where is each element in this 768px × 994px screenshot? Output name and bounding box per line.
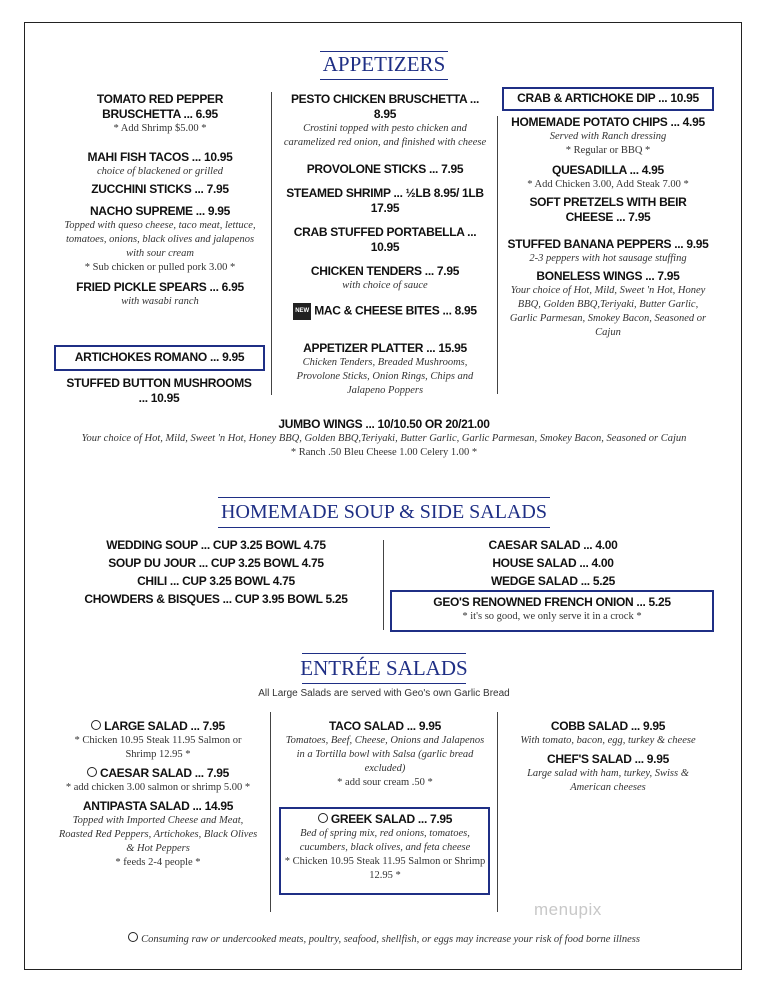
menu-item-description: Topped with Imported Cheese and Meat, Roasted Red Peppers, Artichokes, Black Olives & Hot Peppers <box>58 815 258 854</box>
menu-item-name: FRIED PICKLE SPEARS ... 6.95 <box>76 280 244 294</box>
entree-subtitle: All Large Salads are served with Geo's own Garlic Bread <box>258 688 510 699</box>
menu-item-name: MAHI FISH TACOS ... 10.95 <box>87 150 233 164</box>
column-divider <box>271 92 272 395</box>
menu-item-note: * Add Chicken 3.00, Add Steak 7.00 * <box>527 179 689 190</box>
menu-item-description: With tomato, bacon, egg, turkey & cheese <box>520 735 696 746</box>
menu-item-name: APPETIZER PLATTER ... 15.95 <box>303 341 467 355</box>
heading-rule <box>320 51 448 52</box>
appetizers-left-column <box>60 92 260 309</box>
footer-warning <box>60 932 708 947</box>
soups-right-column <box>400 538 706 589</box>
jumbo-wings-block <box>60 417 708 460</box>
appetizers-middle-column <box>283 92 487 398</box>
menu-item-name: CAESAR SALAD ... 4.00 <box>488 538 618 552</box>
menu-item-note: * Add Shrimp $5.00 * <box>113 123 207 134</box>
menu-item-description: with wasabi ranch <box>121 296 199 307</box>
menu-item-name: WEDDING SOUP ... CUP 3.25 BOWL 4.75 <box>106 538 326 552</box>
menu-item-name: CHEF'S SALAD ... 9.95 <box>547 752 669 766</box>
footer-warning-text: Consuming raw or undercooked meats, poultry, seafood, shellfish, or eggs may increase your risk of food borne illness <box>141 934 640 945</box>
menu-item-name: WEDGE SALAD ... 5.25 <box>490 574 616 588</box>
menu-item-name: CHILI ... CUP 3.25 BOWL 4.75 <box>137 574 295 588</box>
menu-item-name: BONELESS WINGS ... 7.95 <box>536 269 680 283</box>
menu-item-note: * it's so good, we only serve it in a crock * <box>462 611 642 622</box>
menu-item-name: ANTIPASTA SALAD ... 14.95 <box>82 799 234 813</box>
menu-item-note: * Chicken 10.95 Steak 11.95 Salmon or Shrimp 12.95 * <box>284 856 486 881</box>
menu-item-name-text: GREEK SALAD ... 7.95 <box>330 812 453 826</box>
appetizers-right-column <box>505 115 711 340</box>
menu-item-name: STEAMED SHRIMP ... ½LB 8.95/ 1LB 17.95 <box>286 186 484 215</box>
menu-item-name: QUESADILLA ... 4.95 <box>552 163 664 177</box>
menu-item-name: CHICKEN TENDERS ... 7.95 <box>310 264 460 278</box>
menu-item-name: GEO'S RENOWNED FRENCH ONION ... 5.25 <box>433 595 671 609</box>
menu-item-note: * Chicken 10.95 Steak 11.95 Salmon or Shrimp 12.95 * <box>74 735 242 760</box>
column-divider <box>383 540 384 630</box>
menu-item-description: choice of blackened or grilled <box>97 166 223 177</box>
circle-icon <box>318 813 328 823</box>
menu-item-note: * Ranch .50 Bleu Cheese 1.00 Celery 1.00 * <box>290 447 478 458</box>
menu-item-description: Served with Ranch dressing <box>549 131 667 142</box>
appetizers-heading: APPETIZERS <box>322 52 446 76</box>
menu-item-description: Your choice of Hot, Mild, Sweet 'n Hot, Honey BBQ, Golden BBQ,Teriyaki, Butter Garlic, Garlic Parmesan, Smokey Bacon, Seasoned or Cajun <box>509 285 707 338</box>
entree-heading: ENTRÉE SALADS <box>300 656 468 680</box>
menu-item-name: HOMEMADE POTATO CHIPS ... 4.95 <box>511 115 705 129</box>
menu-item-name: ZUCCHINI STICKS ... 7.95 <box>91 182 229 196</box>
soups-left-column <box>64 538 368 607</box>
column-divider <box>497 116 498 394</box>
column-divider <box>497 712 498 912</box>
new-badge: NEW <box>293 303 311 320</box>
watermark: menupix <box>534 900 602 919</box>
menu-item-name: STUFFED BANANA PEPPERS ... 9.95 <box>507 237 709 251</box>
menu-item-description: Chicken Tenders, Breaded Mushrooms, Provolone Sticks, Onion Rings, Chips and Jalapeno Poppers <box>296 357 474 396</box>
menu-item-name: JUMBO WINGS ... 10/10.50 OR 20/21.00 <box>278 417 490 431</box>
heading-rule <box>218 527 550 528</box>
soups-heading: HOMEMADE SOUP & SIDE SALADS <box>221 501 547 523</box>
greek-salad-block <box>283 812 487 883</box>
menu-item-description: Large salad with ham, turkey, Swiss & American cheeses <box>527 768 689 793</box>
heading-rule <box>320 79 448 80</box>
menu-item-name <box>58 719 258 734</box>
menu-item-name-text: MAC & CHEESE BITES ... 8.95 <box>314 303 477 318</box>
circle-icon <box>91 720 101 730</box>
menu-item-description: Tomatoes, Beef, Cheese, Onions and Jalapenos in a Tortilla bowl with Salsa (garlic bread excluded) <box>285 735 485 774</box>
menu-item-name <box>283 303 487 320</box>
menu-item-note: * add chicken 3.00 salmon or shrimp 5.00 * <box>65 782 251 793</box>
menu-item-description: Crostini topped with pesto chicken and caramelized red onion, and finished with cheese <box>283 123 487 148</box>
heading-rule <box>218 497 550 498</box>
menu-item-name-text: LARGE SALAD ... 7.95 <box>104 719 225 733</box>
entree-middle-column <box>283 719 487 790</box>
heading-rule <box>302 653 466 654</box>
circle-icon <box>128 932 138 942</box>
menu-item-description: Bed of spring mix, red onions, tomatoes, cucumbers, black olives, and feta cheese <box>299 828 471 853</box>
menu-item-description: Topped with queso cheese, taco meat, lettuce, tomatoes, onions, black olives and jalapenos with sour cream <box>64 220 256 259</box>
entree-left-column <box>58 719 258 870</box>
french-onion-block <box>390 595 714 624</box>
menu-item-name: CRAB STUFFED PORTABELLA ... 10.95 <box>293 225 477 254</box>
menu-item-name: SOFT PRETZELS WITH BEIR CHEESE ... 7.95 <box>529 195 687 224</box>
circle-icon <box>87 767 97 777</box>
menu-item-description: 2-3 peppers with hot sausage stuffing <box>529 253 687 264</box>
menu-item-name: COBB SALAD ... 9.95 <box>550 719 666 733</box>
menu-item-name <box>283 812 487 827</box>
menu-item-name: SOUP DU JOUR ... CUP 3.25 BOWL 4.75 <box>108 556 324 570</box>
menu-item-name: NACHO SUPREME ... 9.95 <box>89 204 231 218</box>
menu-item-description: Your choice of Hot, Mild, Sweet 'n Hot, Honey BBQ, Golden BBQ,Teriyaki, Butter Garlic, Garlic Parmesan, Smokey Bacon, Seasoned or Cajun <box>81 433 687 444</box>
menu-item-note: * feeds 2-4 people * <box>115 857 201 868</box>
heading-rule <box>302 683 466 684</box>
menu-item-note: * Regular or BBQ * <box>565 145 651 156</box>
menu-item-name: PROVOLONE STICKS ... 7.95 <box>306 162 464 176</box>
menu-item-description: with choice of sauce <box>342 280 428 291</box>
menu-item-name: STUFFED BUTTON MUSHROOMS ... 10.95 <box>66 376 252 405</box>
menu-item-name: TACO SALAD ... 9.95 <box>328 719 442 733</box>
menu-item-name: CRAB & ARTICHOKE DIP ... 10.95 <box>517 91 699 105</box>
menu-item-name: HOUSE SALAD ... 4.00 <box>492 556 614 570</box>
menu-item-name <box>58 766 258 781</box>
menu-item-note: * Sub chicken or pulled pork 3.00 * <box>84 262 236 273</box>
menu-item-name: ARTICHOKES ROMANO ... 9.95 <box>74 350 245 364</box>
entree-right-column <box>507 719 709 795</box>
column-divider <box>270 712 271 912</box>
menu-item-name: CHOWDERS & BISQUES ... CUP 3.95 BOWL 5.25 <box>84 592 348 606</box>
menu-item-name-text: CAESAR SALAD ... 7.95 <box>99 766 230 780</box>
menu-item-note: * add sour cream .50 * <box>337 777 433 788</box>
menu-item-name: PESTO CHICKEN BRUSCHETTA ... 8.95 <box>290 92 480 121</box>
menu-item-name: TOMATO RED PEPPER BRUSCHETTA ... 6.95 <box>96 92 224 121</box>
